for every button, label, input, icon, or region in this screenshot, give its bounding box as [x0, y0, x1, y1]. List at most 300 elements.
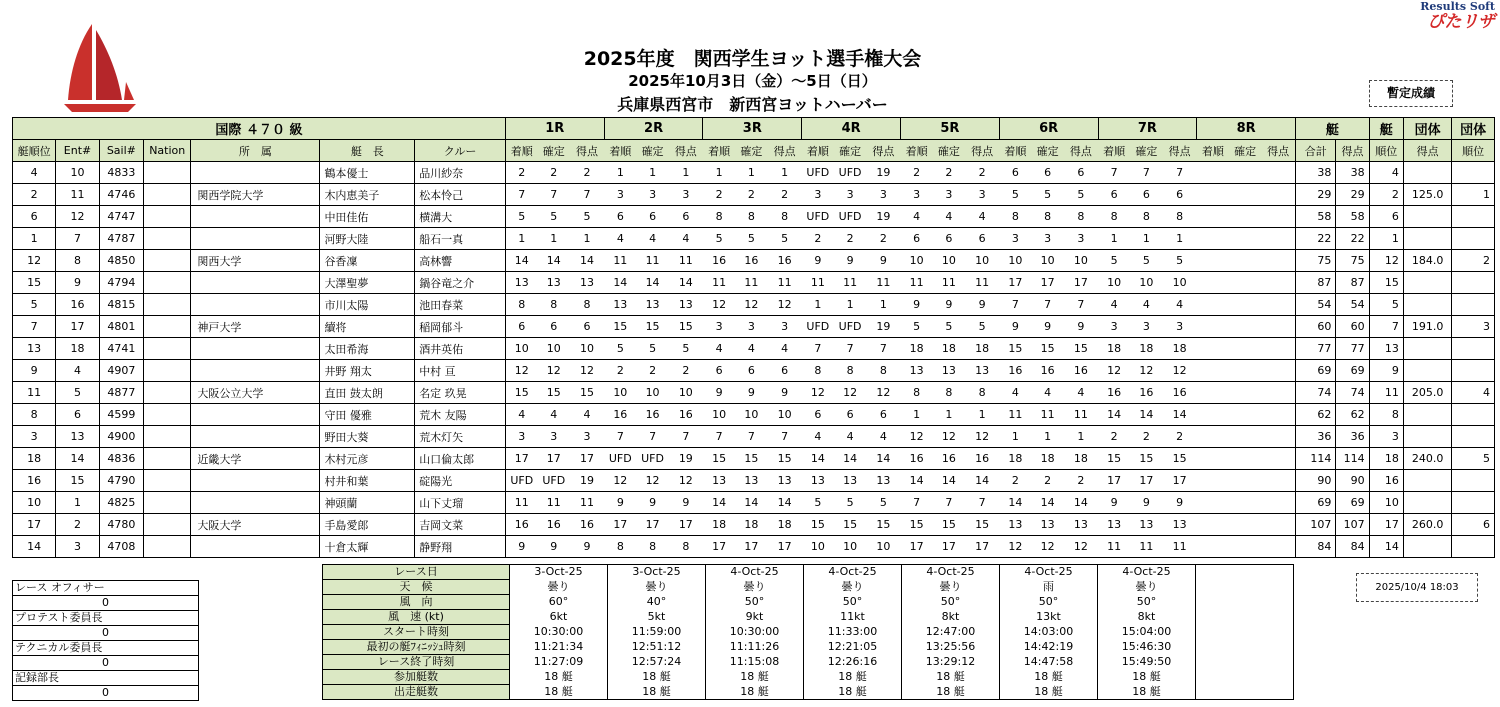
- race-score: 13: [965, 360, 999, 382]
- race-score: [1229, 360, 1261, 382]
- sail-number: 4746: [99, 184, 143, 206]
- race-score: [1261, 338, 1295, 360]
- school: 大阪大学: [191, 514, 320, 536]
- race-score: 17: [636, 514, 668, 536]
- final-rank: 11: [1369, 382, 1403, 404]
- skipper: 谷香凜: [320, 250, 415, 272]
- crew: 松本怜己: [415, 184, 506, 206]
- total-points: 87: [1296, 272, 1336, 294]
- race-score: 16: [767, 250, 801, 272]
- race-score: 1: [834, 294, 866, 316]
- team-rank: [1452, 426, 1495, 448]
- race-score: 1: [669, 162, 703, 184]
- race-info-label: 風 速 (kt): [323, 610, 510, 625]
- net-points: 38: [1336, 162, 1369, 184]
- race-score: 4: [505, 404, 537, 426]
- race-score: [1229, 470, 1261, 492]
- crew: 静野翔: [415, 536, 506, 558]
- race-score: [1197, 228, 1229, 250]
- race-score: 4: [900, 206, 932, 228]
- net-points: 69: [1336, 360, 1369, 382]
- race-info-value: 18 艇: [706, 670, 804, 685]
- nation: [144, 316, 191, 338]
- race-sub-header: 着順: [505, 140, 537, 162]
- official-value-row: [13, 596, 199, 611]
- race-info-row: [323, 670, 1294, 685]
- race-score: 15: [570, 382, 604, 404]
- race-score: 13: [538, 272, 570, 294]
- race-score: [1197, 514, 1229, 536]
- race-score: 12: [1098, 360, 1130, 382]
- race-score: 15: [538, 382, 570, 404]
- race-score: 4: [636, 228, 668, 250]
- race-score: 17: [767, 536, 801, 558]
- race-score: 1: [866, 294, 900, 316]
- race-score: 6: [802, 404, 834, 426]
- team-rank: 4: [1452, 382, 1495, 404]
- race-score: 7: [1130, 162, 1162, 184]
- race-score: 9: [834, 250, 866, 272]
- net-points: 77: [1336, 338, 1369, 360]
- race-info-value: 18 艇: [608, 670, 706, 685]
- crew: 高林響: [415, 250, 506, 272]
- race-score: 7: [1163, 162, 1197, 184]
- final-rank: 6: [1369, 206, 1403, 228]
- boat-rank: 11: [13, 382, 56, 404]
- race-score: [1229, 206, 1261, 228]
- team-rank: 2: [1452, 250, 1495, 272]
- race-score: 1: [900, 404, 932, 426]
- brand-line1: Results Soft: [1420, 0, 1495, 13]
- race-score: [1261, 250, 1295, 272]
- race-score: 1: [570, 228, 604, 250]
- race-score: 15: [999, 338, 1031, 360]
- race-score: 2: [933, 162, 965, 184]
- race-score: 18: [933, 338, 965, 360]
- race-score: 3: [1032, 228, 1064, 250]
- race-sub-header: 着順: [1098, 140, 1130, 162]
- race-score: 12: [767, 294, 801, 316]
- race-info-row: [323, 685, 1294, 700]
- net-points: 69: [1336, 492, 1369, 514]
- race-score: 11: [866, 272, 900, 294]
- race-score: 17: [1064, 272, 1098, 294]
- boat-rank: 1: [13, 228, 56, 250]
- team-points: [1403, 492, 1451, 514]
- sail-number: 4815: [99, 294, 143, 316]
- race-score: 11: [767, 272, 801, 294]
- race-score: 6: [767, 360, 801, 382]
- race-score: [1197, 338, 1229, 360]
- table-row: [13, 514, 1495, 536]
- sail-number: 4599: [99, 404, 143, 426]
- table-row: [13, 228, 1495, 250]
- school: [191, 228, 320, 250]
- race-score: 13: [735, 470, 767, 492]
- entry-number: 15: [56, 470, 99, 492]
- net-points: 62: [1336, 404, 1369, 426]
- race-score: 11: [1130, 536, 1162, 558]
- boat-rank-header: 艇: [1369, 118, 1403, 140]
- boat-header: 艇: [1296, 118, 1370, 140]
- race-info-value: 12:47:00: [902, 625, 1000, 640]
- nation: [144, 382, 191, 404]
- race-score: [1229, 228, 1261, 250]
- sail-number: 4801: [99, 316, 143, 338]
- race-info-value: 15:46:30: [1098, 640, 1196, 655]
- race-score: UFD: [604, 448, 636, 470]
- race-info-value: 8kt: [1098, 610, 1196, 625]
- race-score: 16: [735, 250, 767, 272]
- school: [191, 338, 320, 360]
- race-score: 15: [866, 514, 900, 536]
- race-info-value: 曇り: [902, 580, 1000, 595]
- race-score: 15: [604, 316, 636, 338]
- race-score: UFD: [834, 206, 866, 228]
- table-row: [13, 404, 1495, 426]
- race-info-label: 天 候: [323, 580, 510, 595]
- boat-rank: 14: [13, 536, 56, 558]
- table-row: [13, 360, 1495, 382]
- sail-number: 4825: [99, 492, 143, 514]
- crew: 横溝大: [415, 206, 506, 228]
- race-info-value: 4-Oct-25: [1098, 565, 1196, 580]
- race-score: [1229, 404, 1261, 426]
- race-score: 10: [1130, 272, 1162, 294]
- nation: [144, 514, 191, 536]
- race-score: 14: [570, 250, 604, 272]
- race-score: [1229, 162, 1261, 184]
- race-score: 16: [999, 360, 1031, 382]
- race-info-value: 曇り: [1098, 580, 1196, 595]
- race-score: 18: [1163, 338, 1197, 360]
- school: [191, 360, 320, 382]
- race-info-value: 8kt: [902, 610, 1000, 625]
- race-info-row: [323, 655, 1294, 670]
- final-rank: 16: [1369, 470, 1403, 492]
- race-score: [1197, 382, 1229, 404]
- race-score: 9: [604, 492, 636, 514]
- race-info-value: 12:21:05: [804, 640, 902, 655]
- race-header-6: 6R: [999, 118, 1098, 140]
- race-score: 16: [703, 250, 735, 272]
- race-score: 14: [1130, 404, 1162, 426]
- official-label-row: [13, 581, 199, 596]
- race-score: 3: [933, 184, 965, 206]
- race-score: 5: [570, 206, 604, 228]
- race-score: 11: [570, 492, 604, 514]
- race-score: 14: [999, 492, 1031, 514]
- race-score: 15: [965, 514, 999, 536]
- total-points: 54: [1296, 294, 1336, 316]
- race-score: 9: [538, 536, 570, 558]
- race-score: UFD: [802, 206, 834, 228]
- entry-number: 10: [56, 162, 99, 184]
- race-score: 13: [1064, 514, 1098, 536]
- net-points: 87: [1336, 272, 1369, 294]
- boat-rank: 16: [13, 470, 56, 492]
- race-score: [1197, 448, 1229, 470]
- race-score: 7: [900, 492, 932, 514]
- race-score: 14: [1032, 492, 1064, 514]
- school: 近畿大学: [191, 448, 320, 470]
- team-points: 184.0: [1403, 250, 1451, 272]
- skipper: 木内恵美子: [320, 184, 415, 206]
- skipper: 神頭蘭: [320, 492, 415, 514]
- race-sub-header: 確定: [1032, 140, 1064, 162]
- race-score: 18: [1064, 448, 1098, 470]
- race-info-value: [1196, 670, 1294, 685]
- race-info-value: 11:15:08: [706, 655, 804, 670]
- nation: [144, 294, 191, 316]
- race-score: 17: [735, 536, 767, 558]
- crew: 吉岡文菜: [415, 514, 506, 536]
- race-score: 14: [834, 448, 866, 470]
- race-score: UFD: [834, 162, 866, 184]
- official-value-row: [13, 686, 199, 701]
- race-score: [1229, 250, 1261, 272]
- race-sub-header: 確定: [933, 140, 965, 162]
- race-info-value: 10:30:00: [510, 625, 608, 640]
- race-score: [1197, 162, 1229, 184]
- race-score: 15: [834, 514, 866, 536]
- race-sub-header: 得点: [669, 140, 703, 162]
- skipper: 守田 優雅: [320, 404, 415, 426]
- race-score: 2: [834, 228, 866, 250]
- race-score: [1261, 184, 1295, 206]
- event-venue: 兵庫県西宮市 新西宮ヨットハーバー: [617, 95, 888, 114]
- race-score: 10: [933, 250, 965, 272]
- entry-number: 12: [56, 206, 99, 228]
- race-info-value: 18 艇: [1098, 670, 1196, 685]
- net-points: 36: [1336, 426, 1369, 448]
- race-score: [1229, 536, 1261, 558]
- race-score: 7: [735, 426, 767, 448]
- race-score: 5: [965, 316, 999, 338]
- race-score: 7: [570, 184, 604, 206]
- race-score: 10: [703, 404, 735, 426]
- race-score: 14: [703, 492, 735, 514]
- race-score: 10: [999, 250, 1031, 272]
- nation: [144, 228, 191, 250]
- skipper: 大澤聖夢: [320, 272, 415, 294]
- race-info-value: 12:57:24: [608, 655, 706, 670]
- race-info-label: レース終了時刻: [323, 655, 510, 670]
- race-score: 2: [866, 228, 900, 250]
- sail-number: 4850: [99, 250, 143, 272]
- race-info-table: [322, 564, 1294, 700]
- race-score: 8: [703, 206, 735, 228]
- race-sub-header: 着順: [604, 140, 636, 162]
- race-score: 8: [636, 536, 668, 558]
- race-score: 15: [767, 448, 801, 470]
- race-score: 11: [538, 492, 570, 514]
- race-score: 12: [505, 360, 537, 382]
- total-points: 60: [1296, 316, 1336, 338]
- race-info-value: 18 艇: [1098, 685, 1196, 700]
- race-score: 5: [735, 228, 767, 250]
- race-info-value: 11:33:00: [804, 625, 902, 640]
- race-score: 13: [834, 470, 866, 492]
- race-info-value: 18 艇: [804, 685, 902, 700]
- total-points: 75: [1296, 250, 1336, 272]
- race-score: [1261, 448, 1295, 470]
- race-score: 4: [538, 404, 570, 426]
- race-score: 17: [570, 448, 604, 470]
- race-score: 2: [1032, 470, 1064, 492]
- nation: [144, 426, 191, 448]
- race-score: 11: [735, 272, 767, 294]
- race-score: 10: [834, 536, 866, 558]
- race-score: 9: [1130, 492, 1162, 514]
- boat-rank: 12: [13, 250, 56, 272]
- nation: [144, 338, 191, 360]
- skipper: 村井和葉: [320, 470, 415, 492]
- race-info-value: 曇り: [510, 580, 608, 595]
- final-rank: 8: [1369, 404, 1403, 426]
- race-score: 8: [604, 536, 636, 558]
- race-score: [1229, 448, 1261, 470]
- race-score: 3: [802, 184, 834, 206]
- race-sub-header: 着順: [1197, 140, 1229, 162]
- race-score: 16: [505, 514, 537, 536]
- race-score: 11: [999, 404, 1031, 426]
- race-score: 8: [767, 206, 801, 228]
- race-score: 15: [1032, 338, 1064, 360]
- race-score: 1: [802, 294, 834, 316]
- race-score: 5: [1064, 184, 1098, 206]
- race-score: 14: [767, 492, 801, 514]
- race-score: 11: [933, 272, 965, 294]
- race-score: [1197, 206, 1229, 228]
- school: 大阪公立大学: [191, 382, 320, 404]
- total-points: 58: [1296, 206, 1336, 228]
- race-score: 8: [999, 206, 1031, 228]
- crew: 鍋谷竜之介: [415, 272, 506, 294]
- team-points-sub-header: 得点: [1403, 140, 1451, 162]
- race-info-value: 6kt: [510, 610, 608, 625]
- race-score: 11: [802, 272, 834, 294]
- race-score: 12: [604, 470, 636, 492]
- race-score: 3: [636, 184, 668, 206]
- race-score: 12: [669, 470, 703, 492]
- race-score: 11: [834, 272, 866, 294]
- race-info-value: [1196, 565, 1294, 580]
- race-score: [1261, 294, 1295, 316]
- team-points: [1403, 162, 1451, 184]
- race-score: 11: [1163, 536, 1197, 558]
- team-points: [1403, 272, 1451, 294]
- col-header-0: 艇順位: [13, 140, 56, 162]
- race-info-row: [323, 610, 1294, 625]
- total-points: 69: [1296, 360, 1336, 382]
- entry-number: 17: [56, 316, 99, 338]
- nation: [144, 536, 191, 558]
- race-score: 4: [703, 338, 735, 360]
- entry-number: 1: [56, 492, 99, 514]
- race-score: 6: [1098, 184, 1130, 206]
- race-score: 10: [802, 536, 834, 558]
- sail-number: 4708: [99, 536, 143, 558]
- race-score: 12: [1032, 536, 1064, 558]
- race-info-value: 18 艇: [706, 685, 804, 700]
- race-sub-header: 確定: [1229, 140, 1261, 162]
- boat-rank: 10: [13, 492, 56, 514]
- race-score: 15: [933, 514, 965, 536]
- nation: [144, 360, 191, 382]
- race-info-value: 15:49:50: [1098, 655, 1196, 670]
- class-title: 国際 ４７０ 級: [13, 118, 506, 140]
- race-score: 3: [834, 184, 866, 206]
- total-points: 84: [1296, 536, 1336, 558]
- crew: 荒木 友陽: [415, 404, 506, 426]
- race-sub-header: 得点: [866, 140, 900, 162]
- sail-number: 4907: [99, 360, 143, 382]
- race-score: 11: [1098, 536, 1130, 558]
- table-row: [13, 338, 1495, 360]
- race-score: 6: [604, 206, 636, 228]
- sail-number: 4794: [99, 272, 143, 294]
- race-info-value: 11:11:26: [706, 640, 804, 655]
- race-score: 1: [1064, 426, 1098, 448]
- race-score: [1229, 514, 1261, 536]
- race-score: 14: [1064, 492, 1098, 514]
- race-score: 8: [1064, 206, 1098, 228]
- boat-rank: 13: [13, 338, 56, 360]
- table-row: [13, 162, 1495, 184]
- race-score: 9: [1064, 316, 1098, 338]
- race-score: 18: [767, 514, 801, 536]
- school: [191, 492, 320, 514]
- race-score: 13: [767, 470, 801, 492]
- race-score: 6: [735, 360, 767, 382]
- race-score: 11: [669, 250, 703, 272]
- col-header-4: 所 属: [191, 140, 320, 162]
- race-score: 10: [866, 536, 900, 558]
- race-score: 10: [900, 250, 932, 272]
- race-score: 19: [866, 162, 900, 184]
- race-score: 4: [604, 228, 636, 250]
- crew: 品川紗奈: [415, 162, 506, 184]
- race-score: 16: [1098, 382, 1130, 404]
- nation: [144, 162, 191, 184]
- race-score: 10: [1098, 272, 1130, 294]
- race-info-row: [323, 640, 1294, 655]
- crew: 稲岡郁斗: [415, 316, 506, 338]
- race-score: 17: [965, 536, 999, 558]
- crew: 名定 玖晃: [415, 382, 506, 404]
- race-score: 4: [767, 338, 801, 360]
- skipper: 河野大陸: [320, 228, 415, 250]
- race-info-value: 11kt: [804, 610, 902, 625]
- race-score: 12: [1163, 360, 1197, 382]
- race-score: 11: [1032, 404, 1064, 426]
- nation: [144, 404, 191, 426]
- race-score: [1261, 492, 1295, 514]
- race-score: [1261, 206, 1295, 228]
- nation: [144, 250, 191, 272]
- race-score: 12: [703, 294, 735, 316]
- final-rank: 12: [1369, 250, 1403, 272]
- race-info-label: スタート時刻: [323, 625, 510, 640]
- race-score: 7: [802, 338, 834, 360]
- final-rank: 18: [1369, 448, 1403, 470]
- team-points: [1403, 338, 1451, 360]
- total-points: 74: [1296, 382, 1336, 404]
- race-score: 8: [1032, 206, 1064, 228]
- skipper: 續将: [320, 316, 415, 338]
- race-score: 14: [965, 470, 999, 492]
